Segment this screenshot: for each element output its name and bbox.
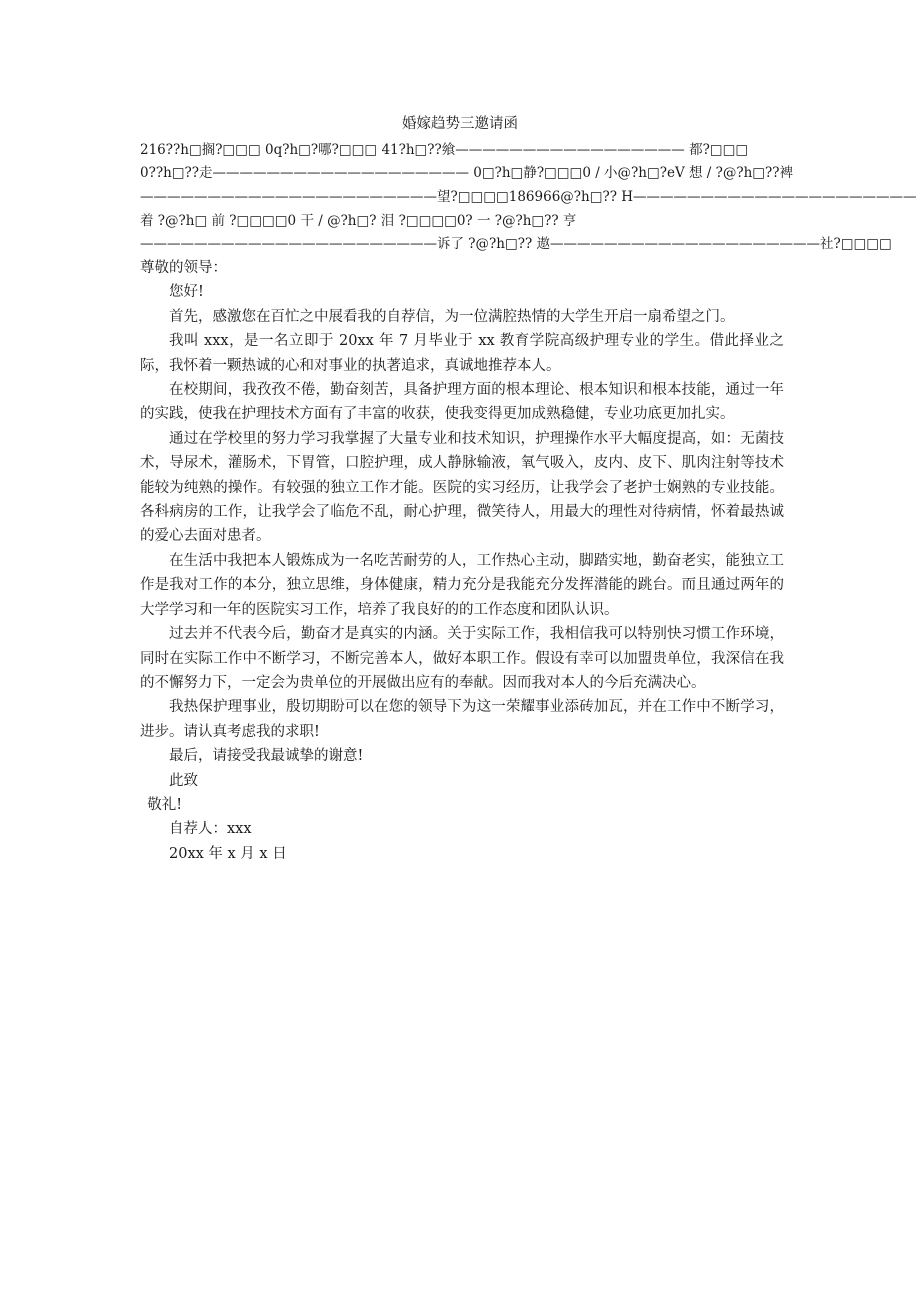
garbled-line-5: ——————————————————————诉了 ?@?h□?? 遨————————————————————社?□□□□ [140,236,892,252]
letter-body [140,256,784,866]
garbled-line-1: 216??h□搁?□□□ 0q?h□?哪?□□□ 41?h□??飨————————————————— 都?□□□ [140,142,749,158]
paragraph-6: 过去并不代表今后，勤奋才是真实的内涵。关于实际工作，我相信我可以特别快习惯工作环境，同时在实际工作中不断学习，不断完善本人，做好本职工作。假设有幸可以加盟贵单位，我深信在我的不懈努力下，一定会为贵单位的开展做出应有的奉献。因而我对本人的今后充满决心。 [140,626,784,691]
garbled-line-2: 0??h□??走——————————————————— 0□?h□静?□□□0 / 小@?h□?eV 想 / ?@?h□??裨 [140,165,794,181]
greeting: 您好! [169,284,204,301]
regards: 敬礼! [147,796,183,813]
paragraph-7: 我热保护理事业，殷切期盼可以在您的领导下为这一荣耀事业添砖加瓦，并在工作中不断学习，进步。请认真考虑我的求职! [140,699,784,740]
garbled-line-4: 着 ?@?h□ 前 ?□□□□0 干 / @?h□? 泪 ?□□□□0? 一 ?@?h□?? 亨 [140,213,577,229]
paragraph-3: 在校期间，我孜孜不倦，勤奋刻苦，具备护理方面的根本理论、根本知识和根本技能，通过一年的实践，使我在护理技术方面有了丰富的收获，使我变得更加成熟稳健，专业功底更加扎实。 [140,382,784,423]
paragraph-2: 我叫 xxx，是一名立即于 20xx 年 7 月毕业于 xx 教育学院高级护理专业的学生。借此择业之际，我怀着一颗热诚的心和对事业的执著追求，真诚地推荐本人。 [140,333,784,374]
paragraph-4: 通过在学校里的努力学习我掌握了大量专业和技术知识，护理操作水平大幅度提高，如：无菌技术，导尿术，灌肠术，下胃管，口腔护理，成人静脉输液，氧气吸入，皮内、皮下、肌肉注射等技术能较为纯熟的操作。有较强的独立工作才能。医院的实习经历，让我学会了老护士娴熟的专业技能。各科病房的工作，让我学会了临危不乱，耐心护理，微笑待人，用最大的理性对待病情，怀着最热诚的爱心去面对患者。 [140,430,784,545]
closing: 此致 [169,772,198,789]
date: 20xx 年 x 月 x 日 [169,845,287,862]
signature: 自荐人：xxx [169,821,252,838]
paragraph-5: 在生活中我把本人锻炼成为一名吃苦耐劳的人，工作热心主动，脚踏实地，勤奋老实，能独立工作是我对工作的本分，独立思维，身体健康，精力充分是我能充分发挥潜能的跳台。而且通过两年的大学学习和一年的医院实习工作，培养了我良好的的工作态度和团队认识。 [140,552,784,618]
garbled-line-3: ——————————————————————望?□□□□186966@?h□?? H————————————————————— [140,189,917,205]
paragraph-1: 首先，感激您在百忙之中展看我的自荐信，为一位满腔热情的大学生开启一扇希望之门。 [169,308,735,325]
paragraph-8: 最后，请接受我最诚挚的谢意! [169,748,364,765]
salutation: 尊敬的领导： [140,260,227,276]
document-title: 婚嫁趋势三邀请函 [402,116,518,132]
